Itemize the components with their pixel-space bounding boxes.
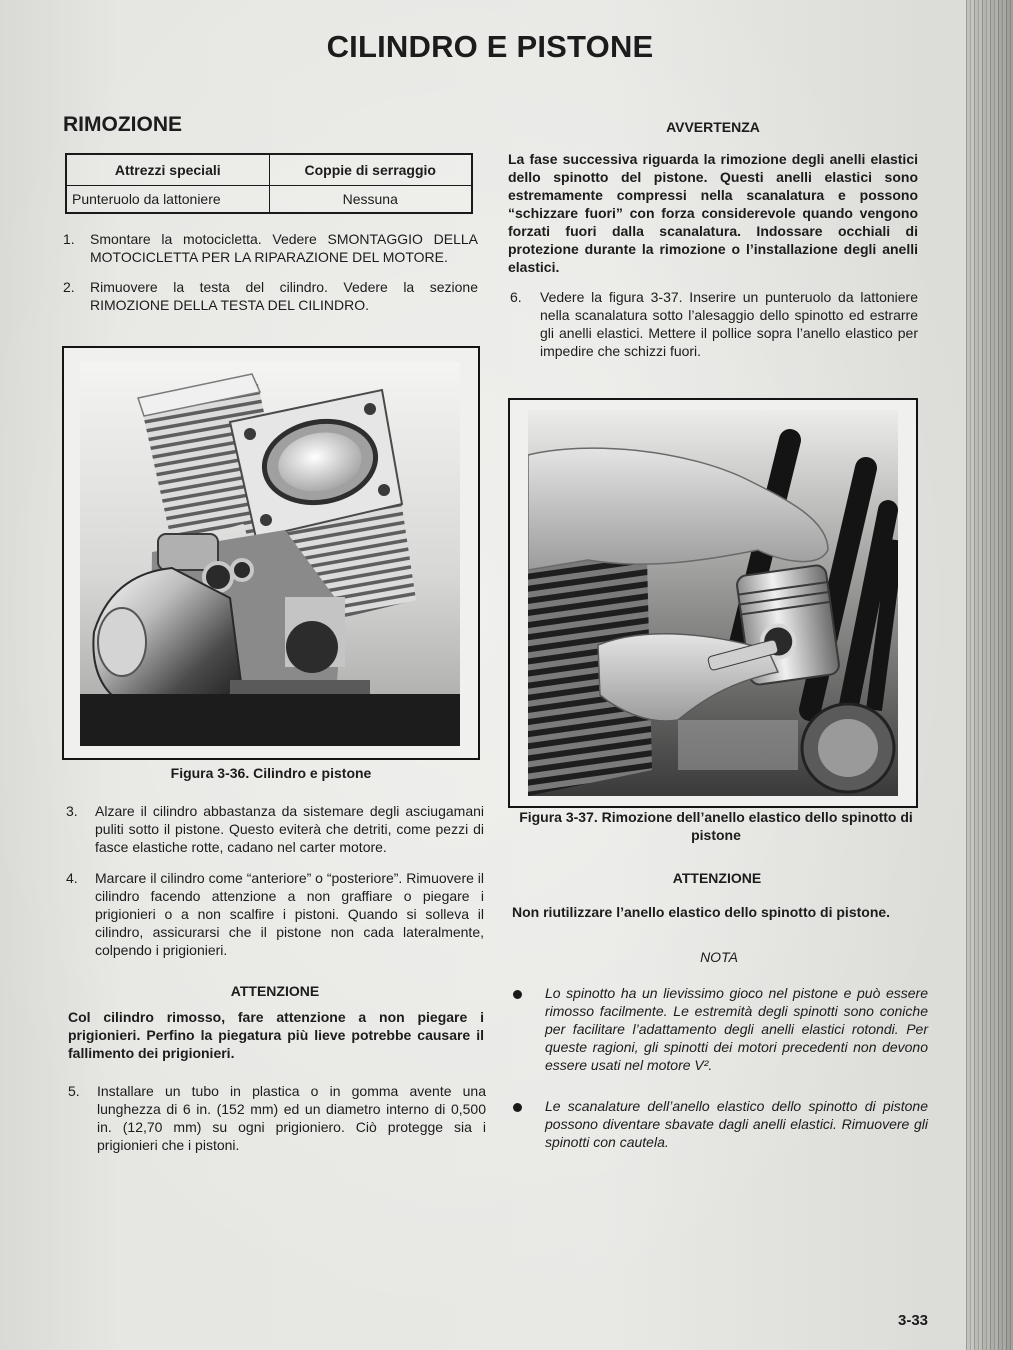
figure-3-37 [508,398,918,808]
table-cell-torque: Nessuna [269,186,472,214]
step-text: Alzare il cilindro abbastanza da sistemare degli asciugamani puliti sotto il pistone. Questo eviterà che detriti, come pezzi di fasce elastiche rotte, cadano nel carter motore. [95,803,484,855]
step-number: 3. [66,803,78,819]
engine-stand [80,694,460,746]
caution-heading-right: ATTENZIONE [672,870,762,886]
page-stack-edge [966,0,1013,1350]
table-header-torque: Coppie di serraggio [269,154,472,186]
note-bullet-text: Lo spinotto ha un lievissimo gioco nel pistone e può essere rimosso facilmente. Le estremità degli spinotti sono coniche per facilitare l’adattamento degli anelli elastici rotondi. Per queste ragioni, gli spinotti dei motori precedenti non devono essere usati nel motore V². [545,985,928,1073]
warning-text: La fase successiva riguarda la rimozione degli anelli elastici dello spinotto del pistone. Questi anelli elastici sono estremamente compressi nella scanalatura e possono “schizzare fuori” con forza considerevole quando vengono forzati fuori dalla scanalatura. Indossare occhiali di protezione durante la rimozione o l’installazione degli anelli elastici. [508,151,918,275]
step-number: 2. [63,279,75,295]
bullet-icon [513,1103,522,1112]
step-text: Rimuovere la testa del cilindro. Vedere la sezione RIMOZIONE DELLA TESTA DEL CILINDRO. [90,279,478,313]
figure-3-36-photo [80,362,460,746]
step-number: 1. [63,231,75,247]
figure-3-37-photo [528,410,898,796]
step-4 [66,869,484,959]
page-title: CILINDRO E PISTONE [326,29,654,64]
caution-text-left: Col cilindro rimosso, fare attenzione a non piegare i prigionieri. Perfino la piegatura più lieve potrebbe causare il fallimento dei prigionieri. [68,1009,484,1061]
table-header-tools: Attrezzi speciali [66,154,269,186]
note-bullet-text: Le scanalature dell’anello elastico dello spinotto di pistone possono diventare sbavate dagli anelli elastici. Rimuovere gli spinotti con cautela. [545,1098,928,1150]
table-row [66,186,472,214]
cylinder-part [802,704,894,792]
figure-3-37-caption: Figura 3-37. Rimozione dell’anello elastico dello spinotto di pistone [519,809,913,843]
section-title-rimozione: RIMOZIONE [63,113,182,136]
step-3 [66,802,484,856]
caution-heading-left: ATTENZIONE [230,983,320,999]
table-cell-tool: Punteruolo da lattoniere [66,186,269,214]
step-1 [63,230,478,266]
step-text: Smontare la motocicletta. Vedere SMONTAGGIO DELLA MOTOCICLETTA PER LA RIPARAZIONE DEL MOTORE. [90,231,478,265]
crankcase-area [678,720,798,770]
step-number: 5. [68,1083,80,1099]
note-heading: NOTA [700,949,738,965]
step-number: 4. [66,870,78,886]
table-header-row [66,154,472,186]
step-text: Marcare il cilindro come “anteriore” o “posteriore”. Rimuovere il cilindro facendo attenzione a non graffiare o piegare i prigionieri o a non scalfire i pistoni. Quando si solleva il cilindro, assicurarsi che il pistone non cada lateralmente, colpendo i prigionieri. [95,870,485,958]
step-number: 6. [510,289,522,305]
bullet-icon [513,990,522,999]
step-text: Vedere la figura 3-37. Inserire un punteruolo da lattoniere nella scanalatura sotto l’alesaggio dello spinotto ed estrarre gli anelli elastici. Mettere il pollice sopra l’anello elastico per impedire che schizzi fuori. [540,289,918,359]
step-text: Installare un tubo in plastica o in gomma avente una lunghezza di 6 in. (152 mm) ed un diametro interno di 0,500 in. (12,70 mm) su ogni prigioniero. Ciò protegge sia i prigionieri che i pistoni. [97,1083,486,1153]
page-number: 3-33 [898,1312,929,1329]
step-5 [68,1082,486,1154]
figure-3-36 [62,346,480,760]
tools-torque-table [65,153,473,214]
figure-3-36-caption: Figura 3-36. Cilindro e pistone [170,765,372,781]
warning-heading: AVVERTENZA [666,119,760,135]
step-6 [510,288,918,360]
note-bullet-1 [512,984,928,1076]
caution-text-right: Non riutilizzare l’anello elastico dello spinotto di pistone. [512,904,891,920]
note-bullet-2 [512,1097,928,1153]
step-2 [63,278,478,314]
